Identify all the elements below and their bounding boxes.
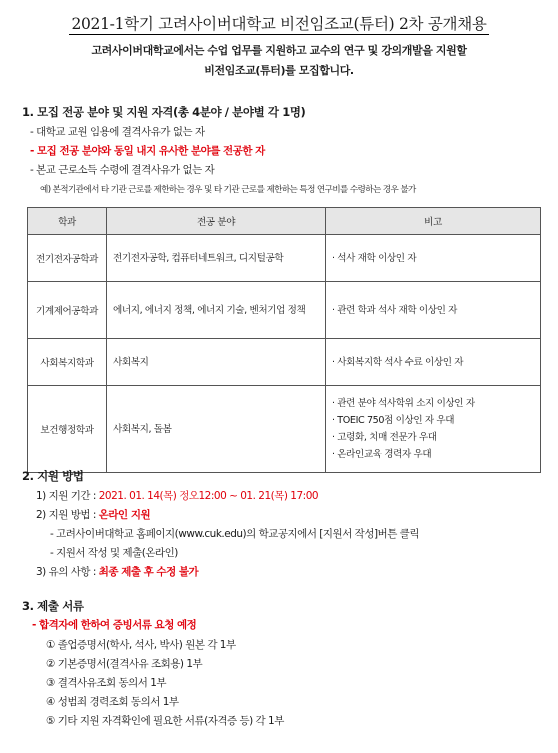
dept-cell: 기계제어공학과 (28, 282, 107, 339)
application-method: 2) 지원 방법 : 온라인 지원 (36, 509, 151, 521)
section2-title: 2. 지원 방법 (22, 469, 84, 483)
field-cell: 사회복지, 돌봄 (107, 386, 326, 473)
note-cell: · 사회복지학 석사 수료 이상인 자 (326, 339, 541, 386)
qualification-item: - 본교 근로소득 수령에 결격사유가 없는 자 (30, 164, 215, 176)
note-cell: · 관련 학과 석사 재학 이상인 자 (326, 282, 541, 339)
table-row (28, 386, 541, 473)
table-row (28, 235, 541, 282)
qualification-item: - 대학교 교원 임용에 결격사유가 없는 자 (30, 126, 205, 138)
page-title: 2021-1학기 고려사이버대학교 비전임조교(튜터) 2차 공개채용 (71, 15, 487, 33)
dept-cell: 전기전자공학과 (28, 235, 107, 282)
field-cell: 에너지, 에너지 정책, 에너지 기술, 벤처기업 정책 (107, 282, 326, 339)
method-item: - 고려사이버대학교 홈페이지(www.cuk.edu)의 학교공지에서 [지원서 작성]버튼 클릭 (50, 528, 419, 540)
qualification-note: 예) 본적기관에서 타 기관 근로를 제한하는 경우 및 타 기관 근로를 제한하는 특정 연구비를 수령하는 경우 불가 (40, 185, 416, 195)
table-header: 비고 (326, 208, 541, 235)
qualification-item-highlight: - 모집 전공 분야와 동일 내지 유사한 분야를 전공한 자 (30, 145, 265, 157)
document-item: ① 졸업증명서(학사, 석사, 박사) 원본 각 1부 (46, 639, 236, 651)
note-cell: · 석사 재학 이상인 자 (326, 235, 541, 282)
dept-cell: 보건행정학과 (28, 386, 107, 473)
intro-line-1: 고려사이버대학교에서는 수업 업무를 지원하고 교수의 연구 및 강의개발을 지원할 (91, 44, 467, 57)
documents-lead: - 합격자에 한하여 증빙서류 요청 예정 (32, 619, 197, 631)
document-item: ⑤ 기타 지원 자격확인에 필요한 서류(자격증 등) 각 1부 (46, 715, 284, 727)
application-caution: 3) 유의 사항 : 최종 제출 후 수정 불가 (36, 566, 199, 578)
recruitment-table (27, 207, 541, 473)
field-cell: 전기전자공학, 컴퓨터네트워크, 디지털공학 (107, 235, 326, 282)
table-row (28, 339, 541, 386)
note-cell: · 관련 분야 석사학위 소지 이상인 자 · TOEIC 750점 이상인 자 우대 · 고령화, 치매 전문가 우대 · 온라인교육 경력자 우대 (326, 386, 541, 473)
document-item: ③ 결격사유조회 동의서 1부 (46, 677, 167, 689)
table-row (28, 282, 541, 339)
document-item: ② 기본증명서(결격사유 조회용) 1부 (46, 658, 203, 670)
field-cell: 사회복지 (107, 339, 326, 386)
application-period: 1) 지원 기간 : 2021. 01. 14(목) 정오12:00 ~ 01. 21(목) 17:00 (36, 490, 319, 502)
method-item: - 지원서 작성 및 제출(온라인) (50, 547, 178, 559)
section1-title: 1. 모집 전공 분야 및 지원 자격(총 4분야 / 분야별 각 1명) (22, 105, 306, 119)
section3-title: 3. 제출 서류 (22, 599, 84, 613)
dept-cell: 사회복지학과 (28, 339, 107, 386)
table-header-row (28, 208, 541, 235)
intro-line-2: 비전임조교(튜터)를 모집합니다. (204, 64, 354, 77)
table-header: 학과 (28, 208, 107, 235)
document-item: ④ 성범죄 경력조회 동의서 1부 (46, 696, 179, 708)
table-header: 전공 분야 (107, 208, 326, 235)
